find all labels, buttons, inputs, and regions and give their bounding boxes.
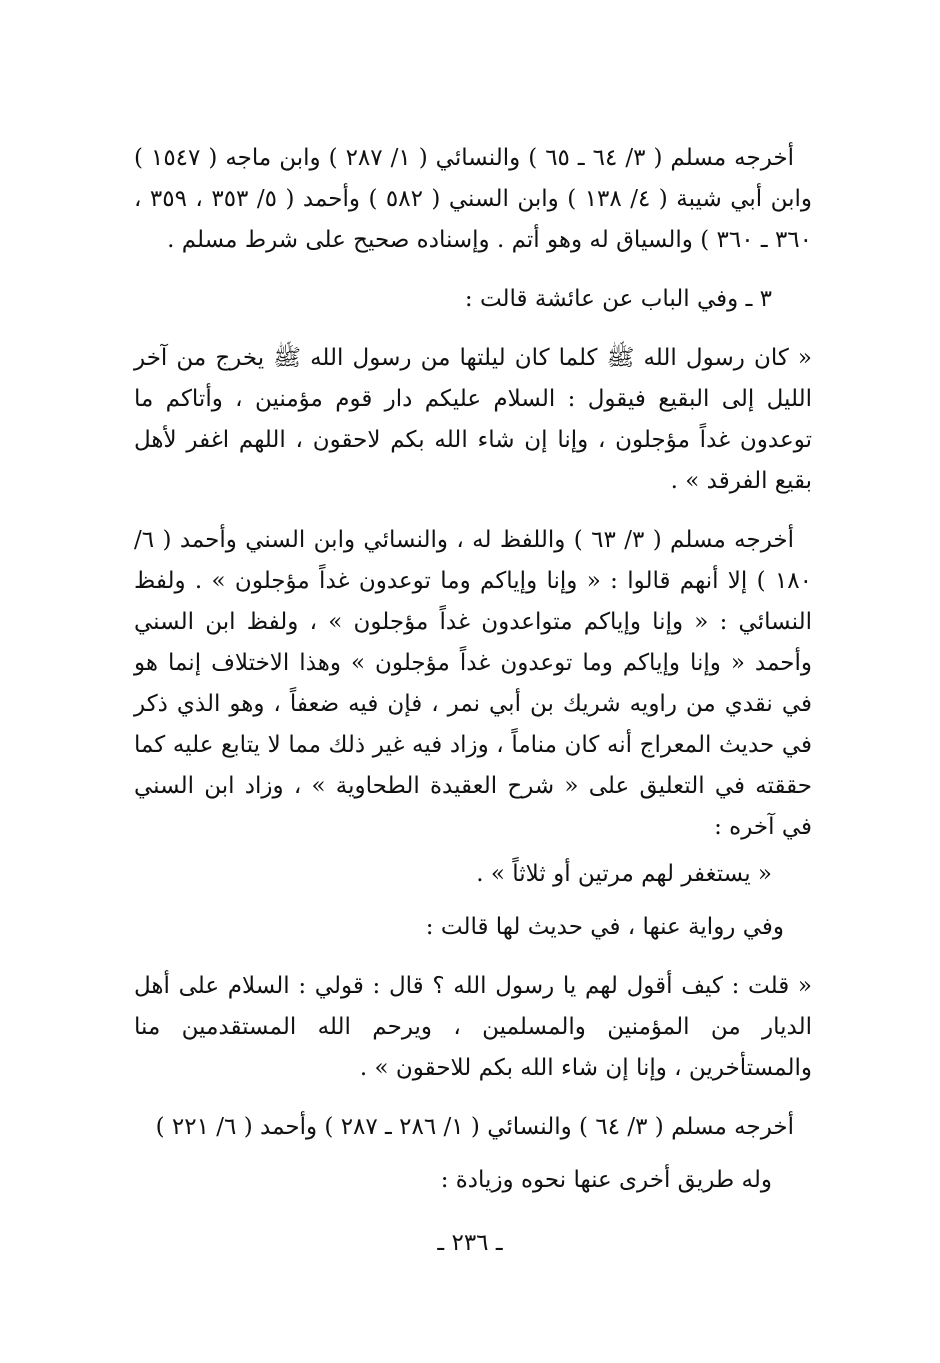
page-body bbox=[134, 138, 812, 1201]
citation-paragraph-1: أخرجه مسلم ( ٣/ ٦٤ ـ ٦٥ ) والنسائي ( ١/ ٢٨٧ ) وابن ماجه ( ١٥٤٧ ) وابن أبي شيبة ( ٤/ ١٣٨ ) وابن السني ( ٥٨٢ ) وأحمد ( ٥/ ٣٥٣ ، ٣٥٩ ، ٣٦٠ ـ ٣٦٠ ) والسياق له وهو أتم . وإسناده صحيح على شرط مسلم . bbox=[134, 145, 813, 253]
section-heading-3: ٣ ـ وفي الباب عن عائشة قالت : bbox=[464, 286, 772, 312]
page-number: ـ ٢٣٦ ـ bbox=[437, 1230, 503, 1256]
citation-paragraph-2: أخرجه مسلم ( ٣/ ٦٣ ) واللفظ له ، والنسائي وابن السني وأحمد ( ٦/ ١٨٠ ) إلا أنهم قالوا : « وإنا وإياكم وما توعدون غداً مؤجلون » . ولفظ النسائي : « وإنا وإياكم متواعدون غداً مؤجلون » ، ولفظ ابن السني وأحمد « وإنا وإياكم وما توعدون غداً مؤجلون » وهذا الاختلاف إنما هو في نقدي من راويه شريك بن أبي نمر ، فإن فيه ضعفاً ، وهو الذي ذكر في حديث المعراج أنه كان مناماً ، وزاد فيه غير ذلك مما لا يتابع عليه كما حققته في التعليق على « شرح العقيدة الطحاوية » ، وزاد ابن السني في آخره : bbox=[134, 527, 812, 840]
citation-paragraph-3: أخرجه مسلم ( ٣/ ٦٤ ) والنسائي ( ١/ ٢٨٦ ـ ٢٨٧ ) وأحمد ( ٦/ ٢٢١ ) bbox=[155, 1114, 794, 1140]
closing-note: وله طريق أخرى عنها نحوه وزيادة : bbox=[440, 1167, 772, 1193]
hadith-addition: « يستغفر لهم مرتين أو ثلاثاً » . bbox=[476, 861, 772, 887]
narration-intro: وفي رواية عنها ، في حديث لها قالت : bbox=[425, 914, 784, 940]
hadith-text-greeting: « قلت : كيف أقول لهم يا رسول الله ؟ قال : قولي : السلام على أهل الديار من المؤمنين والمسلمين ، ويرحم الله المستقدمين منا والمستأخرين ، وإنا إن شاء الله بكم للاحقون » . bbox=[134, 973, 812, 1081]
hadith-text-aisha: « كان رسول الله ﷺ كلما كان ليلتها من رسول الله ﷺ يخرج من آخر الليل إلى البقيع فيقول : السلام عليكم دار قوم مؤمنين ، وأتاكم ما توعدون غداً مؤجلون ، وإنا إن شاء الله بكم لاحقون ، اللهم اغفر لأهل بقيع الفرقد » . bbox=[134, 345, 812, 494]
